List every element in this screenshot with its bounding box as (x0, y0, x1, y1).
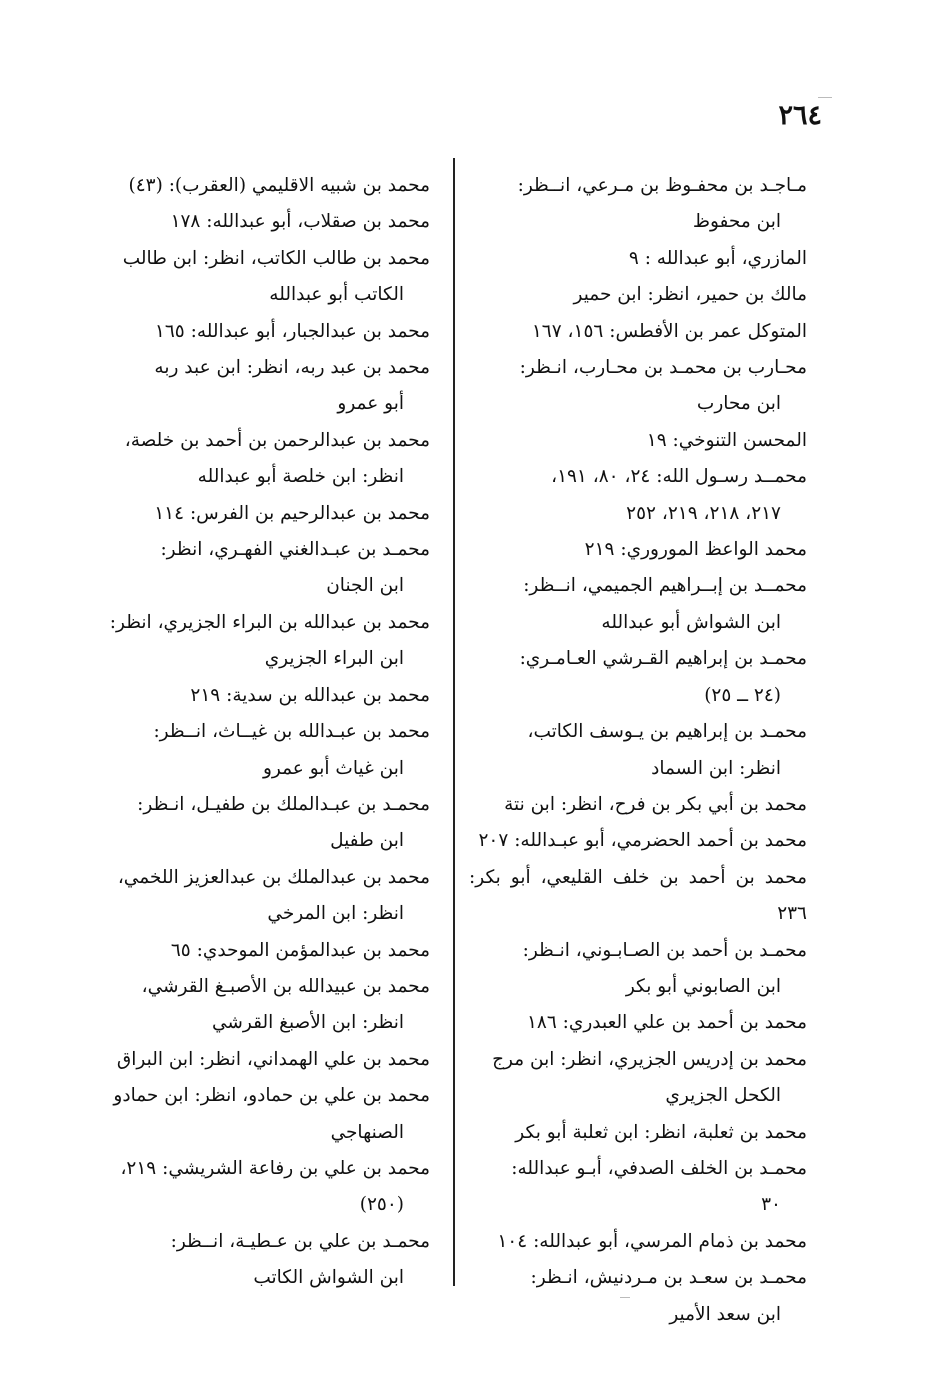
index-entry-text: محمد بن عبد ربه، انظر: ابن عبد ربه (154, 357, 430, 379)
index-entry-text: محمد بن عبدالملك بن عبدالعزيز اللخمي، (117, 866, 430, 888)
index-entry-continuation: الصنهاجي (330, 1121, 404, 1143)
index-entry (104, 1224, 430, 1297)
index-entry-text: محمد بن صقلاب، أبو عبدالله: ١٧٨ (170, 211, 430, 233)
scan-mark-top (818, 97, 832, 98)
index-entry-text: محمـد بن أحمد بن الصـابـوني، انـظر: (522, 939, 807, 961)
index-entry-continuation: ٣٠ (761, 1194, 781, 1216)
index-entry (104, 168, 430, 204)
index-entry-text: محمـد بن الخلف الصدفي، أبـو عبدالله: (511, 1157, 807, 1179)
index-entry-text: محمد بن علي بن رفاعة الشريشي: ٢١٩، (120, 1157, 430, 1179)
index-entry-continuation: ابن الشواش أبو عبدالله (601, 611, 781, 633)
index-entry (104, 532, 430, 605)
index-entry (469, 277, 807, 313)
index-entry-text: محمد بن طالب الكاتب، انظر: ابن طالب (122, 247, 430, 269)
index-entry (469, 1260, 807, 1333)
index-entry-continuation: انظر: ابن المرخي (267, 903, 404, 925)
index-entry-continuation: (٢٤ ــ ٢٥) (704, 684, 781, 706)
index-entry-text: محمد بن أبي بكر بن فرح، انظر: ابن نتة (504, 793, 807, 815)
index-entry-text: محمد بن إدريس الجزيري، انظر: ابن مرج (492, 1048, 807, 1070)
index-entry (469, 423, 807, 459)
index-entry (104, 314, 430, 350)
index-entry-continuation: (٢٥٠) (359, 1194, 404, 1216)
index-entry-continuation: ابن الصابوني أبو بكر (625, 975, 781, 997)
index-entry (469, 823, 807, 859)
index-entry-continuation: أبو عمرو (337, 393, 404, 415)
index-entry-text: المازري، أبو عبدالله : ٩ (628, 247, 807, 269)
index-entry (104, 678, 430, 714)
index-entry (469, 787, 807, 823)
index-entry-text: محمد بن أحمد بن خلف القليعي، أبو بكر: ٢٣٦ (469, 866, 807, 925)
index-entry (469, 350, 807, 423)
index-entry (469, 1151, 807, 1224)
index-entry (469, 168, 807, 241)
index-entry (469, 532, 807, 568)
index-entry-continuation: انظر: ابن السماد (651, 757, 781, 779)
index-entry-text: محمد بن ثعلبة، انظر: ابن ثعلبة أبو بكر (515, 1121, 807, 1143)
index-entry-continuation: ابن محفوظ (692, 211, 781, 233)
index-entry (469, 1115, 807, 1151)
index-entry-text: محمد بن عبدالرحيم بن الفرس: ١١٤ (154, 502, 430, 524)
index-entry-text: محمد بن علي بن حمادو، انظر: ابن حمادو (113, 1085, 430, 1107)
index-entry-text: محمـد بن علي بن عـطيـة، انــظر: (170, 1230, 430, 1252)
index-entry (469, 568, 807, 641)
index-entry-text: محمد بن أحمد بن علي العبدري: ١٨٦ (526, 1012, 807, 1034)
index-entry-continuation: ابن غياث أبو عمرو (262, 757, 404, 779)
index-entry-continuation: ابن الشواش الكاتب (253, 1267, 404, 1289)
index-entry (104, 1078, 430, 1151)
index-entry-text: محمد بن عبدالرحمن بن أحمد بن خلصة، (124, 429, 430, 451)
index-entry-continuation: الكحل الجزيري (665, 1085, 781, 1107)
index-entry-continuation: ابن الجنان (326, 575, 404, 597)
index-entry-text: محمد بن عبيدالله بن الأصبـغ القرشي، (141, 975, 430, 997)
index-entry-text: محمد بن عبدالله بن البراء الجزيري، انظر: (109, 611, 430, 633)
index-entry-text: محمد بن أحمد الحضرمي، أبو عبـدالله: ٢٠٧ (478, 830, 807, 852)
index-entry-text: مـاجـد بن محفـوظ بن مـرعي، انــظر: (517, 175, 807, 196)
index-entry-text: محمد بن عبدالجبار، أبو عبدالله: ١٦٥ (154, 320, 430, 342)
index-entry (104, 423, 430, 496)
index-entry (469, 1224, 807, 1260)
index-entry (104, 714, 430, 787)
index-entry-continuation: الكاتب أبو عبدالله (269, 284, 404, 306)
index-entry-text: محمد بن علي الهمداني، انظر: ابن البراق (116, 1048, 430, 1070)
scan-mark-bottom (620, 1297, 630, 1298)
index-entry-text: محـارب بن محمـد بن محـارب، انـظر: (519, 357, 807, 379)
index-entry-text: محمد بن عبدالله بن سدية: ٢١٩ (190, 684, 430, 706)
index-entry (469, 1042, 807, 1115)
index-entry (104, 969, 430, 1042)
index-entry-continuation: ٢١٧، ٢١٨، ٢١٩، ٢٥٢ (626, 502, 781, 524)
index-entry (104, 787, 430, 860)
index-entry-text: محمد بن عبـدالله بن غيــاث، انــظر: (153, 721, 430, 743)
index-entry (469, 714, 807, 787)
index-column-left (104, 168, 430, 1297)
index-entry (104, 933, 430, 969)
index-entry (469, 459, 807, 532)
index-entry-text: محمــد رسـول الله: ٢٤، ٨٠، ١٩١، (551, 466, 807, 488)
index-entry (104, 1042, 430, 1078)
index-entry (104, 605, 430, 678)
index-entry (104, 1151, 430, 1224)
index-entry-continuation: ابن محارب (696, 393, 781, 415)
index-entry-text: مالك بن حمير، انظر: ابن حمير (573, 284, 807, 306)
index-entry-text: محمـد بن إبراهيم القـرشي العـامـري: (519, 648, 807, 670)
index-entry-continuation: انظر: ابن خلصة أبو عبدالله (197, 466, 404, 488)
index-entry-continuation: ابن سعد الأمير (669, 1303, 781, 1325)
index-entry-continuation: ابن البراء الجزيري (264, 648, 404, 670)
index-entry-text: محمـد بن عبـدالملك بن طفيـل، انـظر: (137, 793, 430, 815)
column-divider (453, 158, 455, 1286)
index-entry-text: محمـد بن إبراهيم بن يـوسف الكاتب، (527, 721, 807, 743)
index-entry (104, 350, 430, 423)
index-entry-continuation: انظر: ابن الأصبغ القرشي (211, 1012, 404, 1034)
index-entry (469, 933, 807, 1006)
index-entry-text: محمـد بن عبـدالغني الفهـري، انظر: (160, 539, 430, 561)
index-entry (104, 496, 430, 532)
index-entry (104, 241, 430, 314)
index-entry-continuation: ابن طفيل (330, 830, 404, 852)
page-number: ٢٦٤ (778, 100, 822, 131)
index-column-right (469, 168, 807, 1333)
index-entry (469, 1005, 807, 1041)
index-entry (104, 204, 430, 240)
index-entry (104, 860, 430, 933)
index-entry-text: محمد بن ذمام المرسي، أبو عبدالله: ١٠٤ (497, 1230, 807, 1252)
index-entry (469, 641, 807, 714)
index-entry (469, 314, 807, 350)
index-entry (469, 241, 807, 277)
index-entry-text: المتوكل عمر بن الأفطس: ١٥٦، ١٦٧ (531, 320, 807, 342)
index-entry-text: محمد بن عبدالمؤمن الموحدي: ٦٥ (170, 939, 430, 961)
index-entry-text: المحسن التنوخي: ١٩ (646, 429, 807, 451)
index-entry-text: محمد بن شبيه الاقليمي (العقرب): (٤٣) (128, 175, 430, 196)
index-entry-text: محمد الواعظ الموروري: ٢١٩ (584, 539, 807, 561)
index-entry (469, 860, 807, 933)
index-entry-text: محمــد بن إبــراهيم الجميمي، انــظر: (523, 575, 807, 597)
index-entry-text: محمـد بن سعـد بن مـردنيش، انـظر: (530, 1267, 807, 1289)
